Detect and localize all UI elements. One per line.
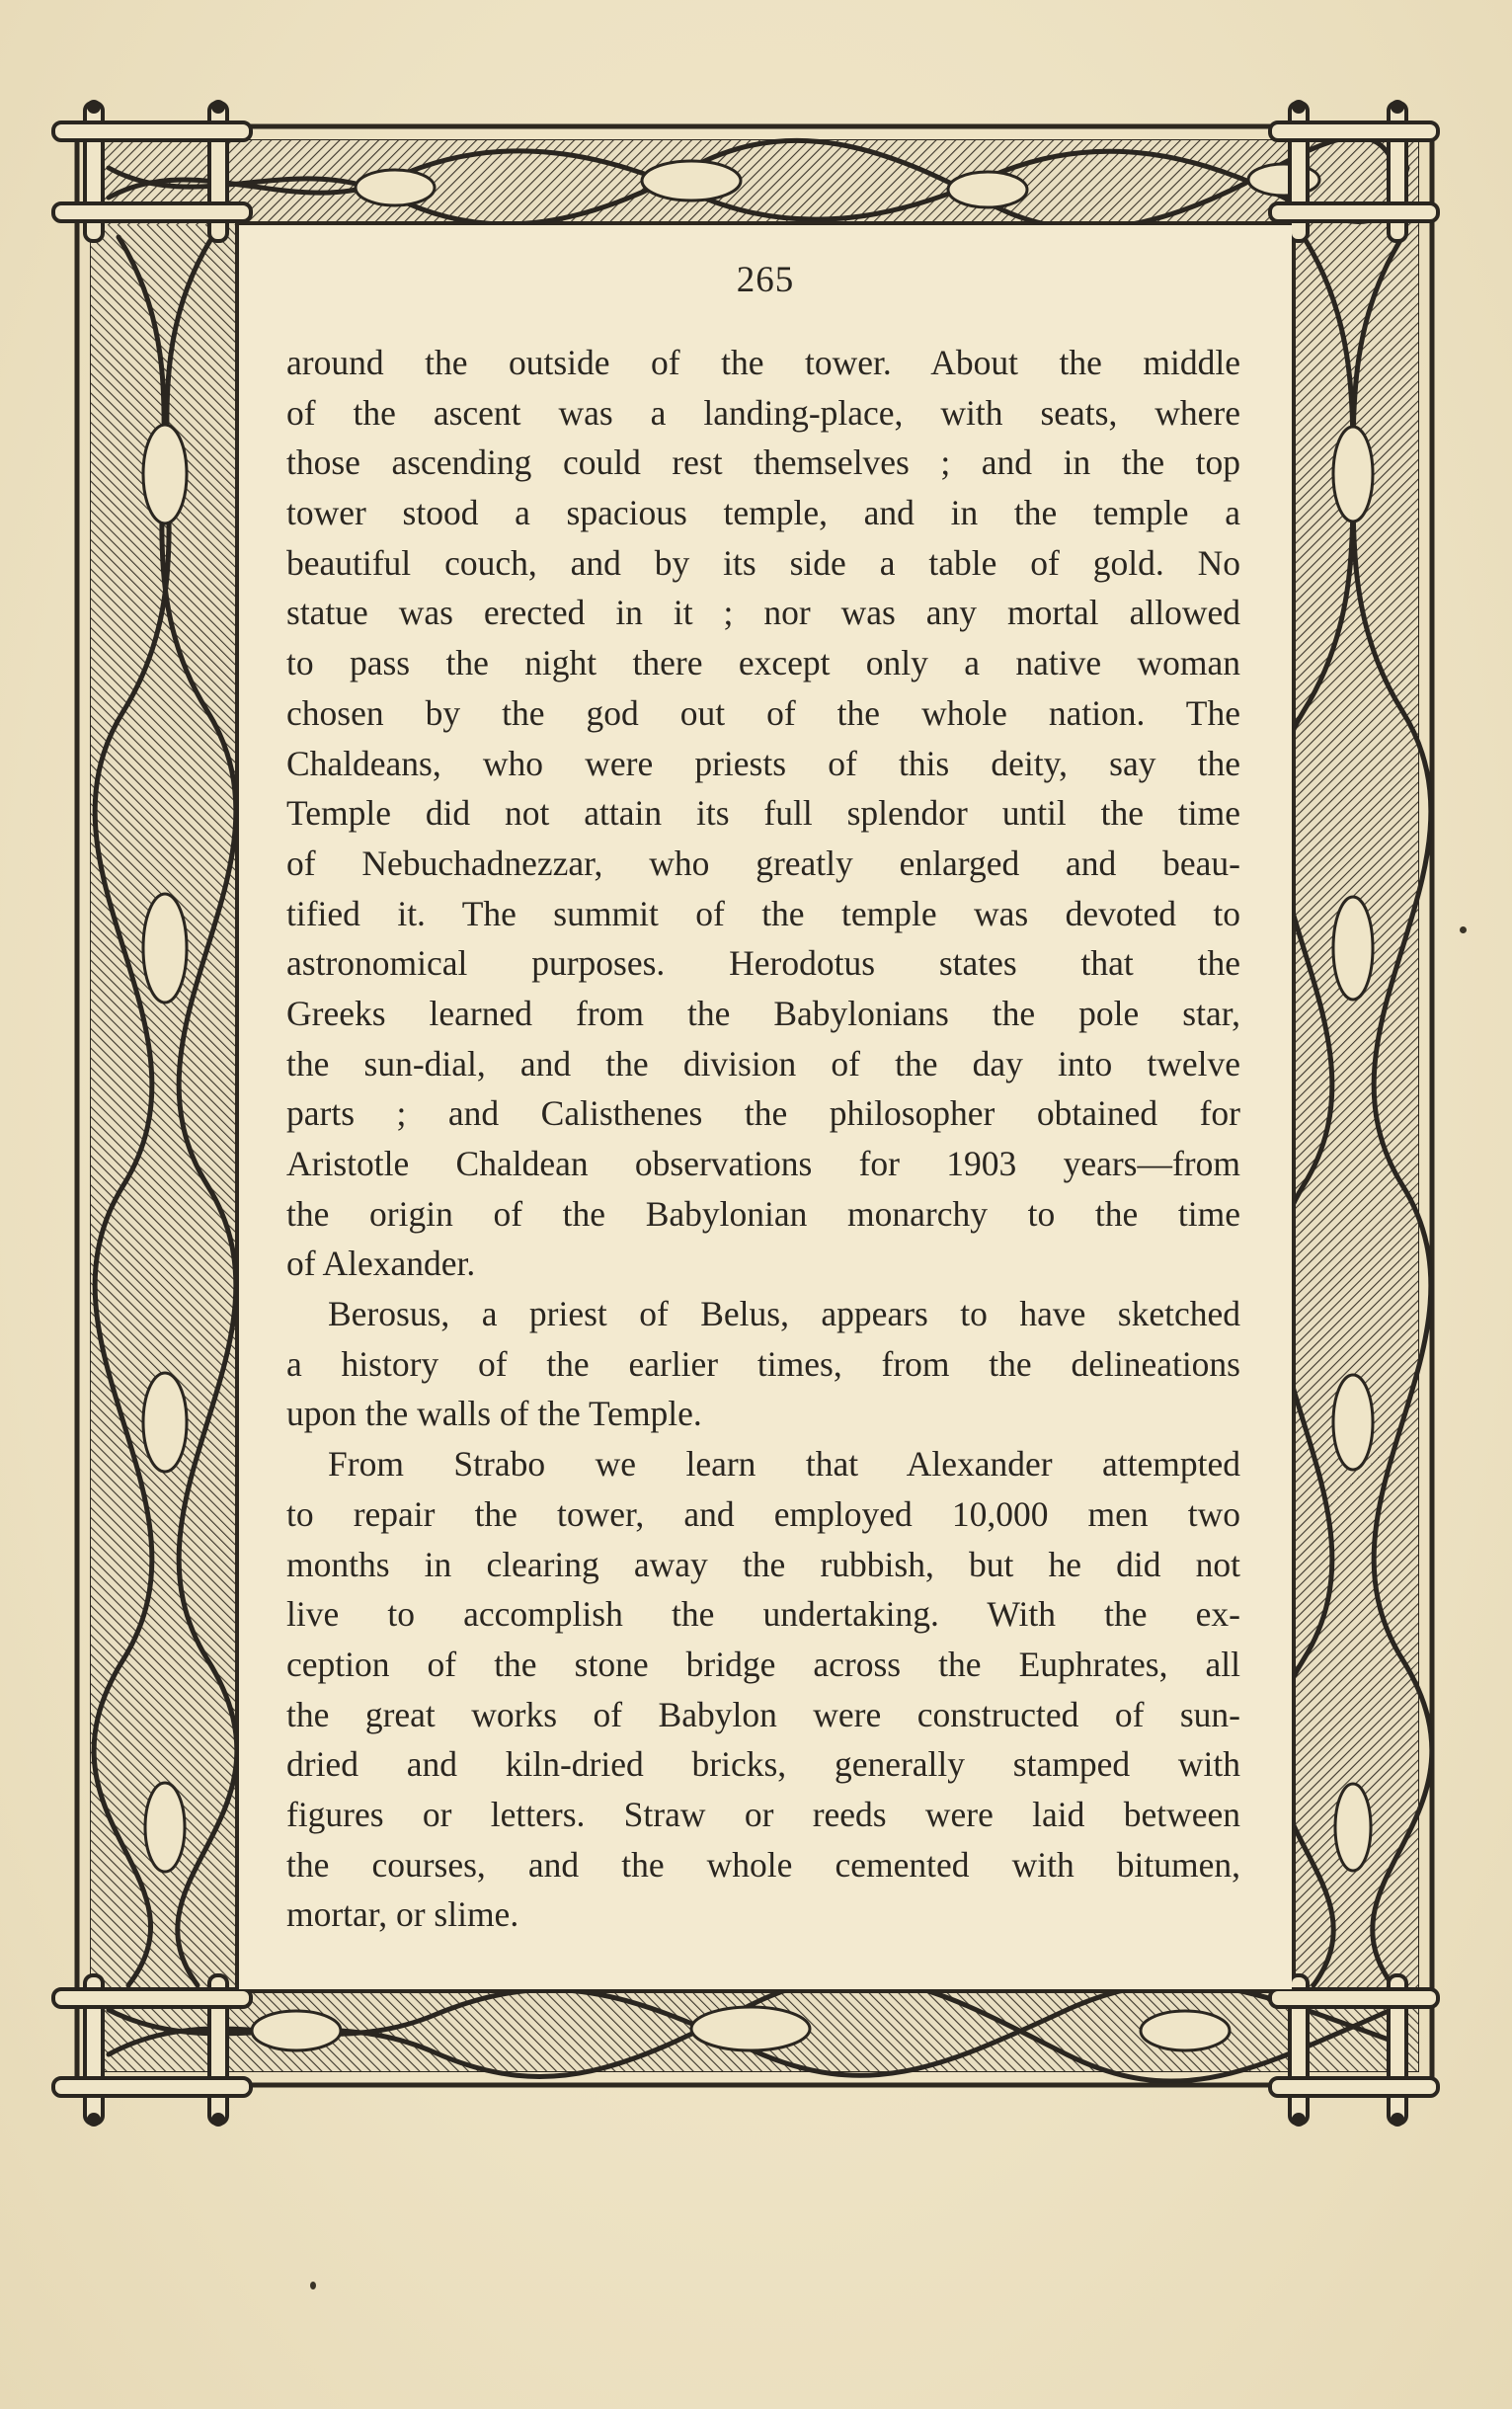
text-line: From Strabo we learn that Alexander attempted (328, 1444, 1240, 1485)
text-line: a history of the earlier times, from the delineations (286, 1343, 1240, 1384)
text-line: upon the walls of the Temple. (286, 1394, 702, 1434)
text-line: those ascending could rest themselves ; and in the top (286, 442, 1240, 483)
text-line: Berosus, a priest of Belus, appears to have sketched (328, 1294, 1240, 1334)
paragraph (286, 1439, 1240, 1940)
text-line: of Alexander. (286, 1244, 476, 1284)
text-line: parts ; and Calisthenes the philosopher obtained for (286, 1093, 1240, 1134)
paragraph (286, 338, 1240, 1289)
text-line: chosen by the god out of the whole nation. The (286, 692, 1240, 733)
paragraph (286, 1289, 1240, 1439)
text-line: beautiful couch, and by its side a table of gold. No (286, 542, 1240, 583)
text-line: the great works of Babylon were constructed of sun- (286, 1694, 1240, 1734)
text-line: to repair the tower, and employed 10,000 men two (286, 1493, 1240, 1534)
page-number: 265 (736, 260, 795, 300)
text-line: the courses, and the whole cemented with bitumen, (286, 1844, 1240, 1885)
text-line: mortar, or slime. (286, 1894, 519, 1935)
text-line: Temple did not attain its full splendor until the time (286, 793, 1240, 834)
text-line: tified it. The summit of the temple was devoted to (286, 893, 1240, 933)
text-line: months in clearing away the rubbish, but he did not (286, 1544, 1240, 1584)
text-line: of Nebuchadnezzar, who greatly enlarged and beau- (286, 843, 1240, 883)
text-line: Chaldeans, who were priests of this deity, say the (286, 743, 1240, 783)
text-line: Greeks learned from the Babylonians the pole star, (286, 993, 1240, 1033)
text-line: the sun-dial, and the division of the day into twelve (286, 1043, 1240, 1084)
text-line: around the outside of the tower. About the middle (286, 343, 1240, 382)
ink-speck (1460, 926, 1467, 933)
text-line: the origin of the Babylonian monarchy to the time (286, 1193, 1240, 1234)
text-line: of the ascent was a landing-place, with seats, where (286, 392, 1240, 433)
body-text (286, 338, 1240, 1940)
text-line: to pass the night there except only a native woman (286, 643, 1240, 683)
text-line: dried and kiln-dried bricks, generally stamped with (286, 1744, 1240, 1785)
text-line: statue was erected in it ; nor was any mortal allowed (286, 593, 1240, 633)
text-line: Aristotle Chaldean observations for 1903 years—from (286, 1144, 1240, 1183)
text-line: astronomical purposes. Herodotus states that the (286, 943, 1240, 984)
text-line: figures or letters. Straw or reeds were laid between (286, 1794, 1240, 1834)
text-line: live to accomplish the undertaking. With the ex- (286, 1594, 1240, 1635)
text-line: ception of the stone bridge across the Euphrates, all (286, 1644, 1240, 1684)
text-line: tower stood a spacious temple, and in the temple a (286, 493, 1240, 533)
ink-speck (310, 2282, 316, 2289)
